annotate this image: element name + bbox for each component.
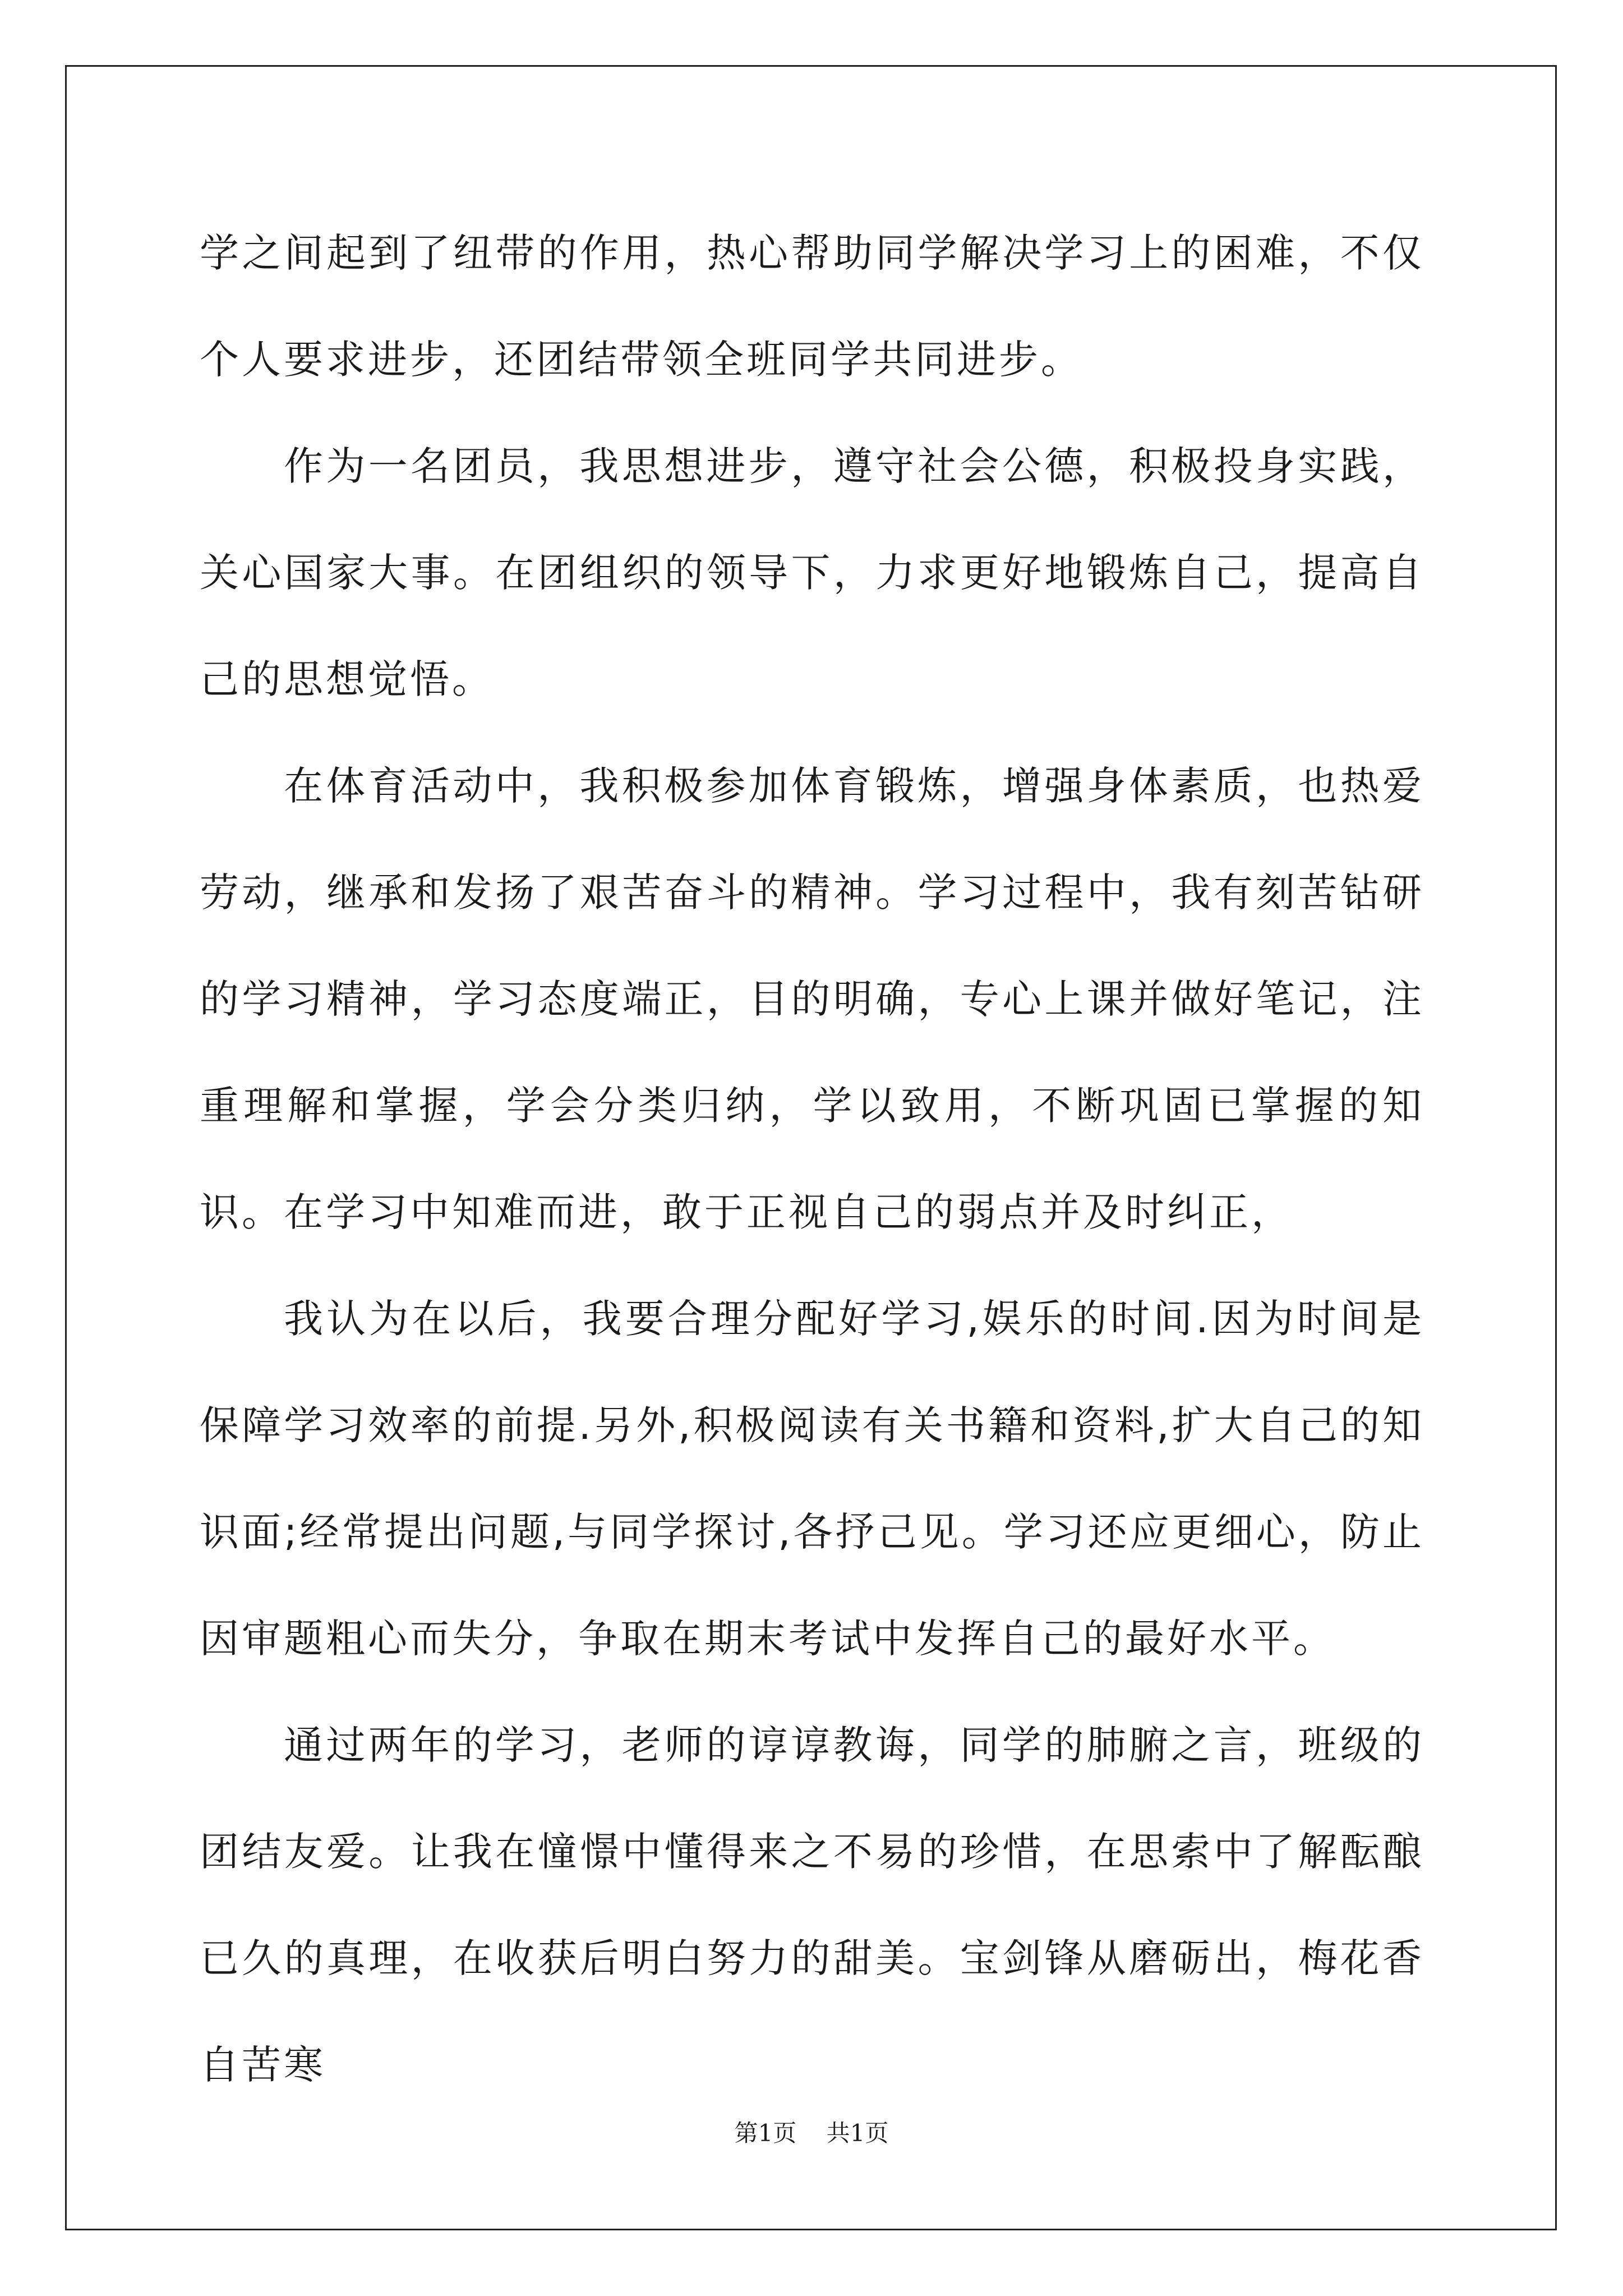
- page-total: 共1页: [826, 2119, 889, 2147]
- document-body: [200, 200, 1424, 2118]
- paragraph-2: 作为一名团员，我思想进步，遵守社会公德，积极投身实践，关心国家大事。在团组织的领导下，力求更好地锻炼自己，提高自己的思想觉悟。: [200, 443, 1424, 702]
- paragraph-3: 在体育活动中，我积极参加体育锻炼，增强身体素质，也热爱劳动，继承和发扬了艰苦奋斗的精神。学习过程中，我有刻苦钻研的学习精神，学习态度端正，目的明确，专心上课并做好笔记，注重理解和掌握，学会分类归纳，学以致用，不断巩固已掌握的知识。在学习中知难而进，敢于正视自己的弱点并及时纠正，: [200, 763, 1424, 1235]
- paragraph-5: 通过两年的学习，老师的谆谆教诲，同学的肺腑之言，班级的团结友爱。让我在憧憬中懂得来之不易的珍惜，在思索中了解酝酿已久的真理，在收获后明白努力的甜美。宝剑锋从磨砺出，梅花香自苦寒: [200, 1722, 1424, 2088]
- paragraph-4: 我认为在以后，我要合理分配好学习,娱乐的时间.因为时间是保障学习效率的前提.另外,积极阅读有关书籍和资料,扩大自己的知识面;经常提出问题,与同学探讨,各抒己见。学习还应更细心，防止因审题粗心而失分，争取在期末考试中发挥自己的最好水平。: [200, 1296, 1424, 1662]
- paragraph-1: 学之间起到了纽带的作用，热心帮助同学解决学习上的困难，不仅个人要求进步，还团结带领全班同学共同进步。: [200, 230, 1424, 383]
- page-number: 第1页: [734, 2119, 797, 2147]
- page-footer: [0, 2115, 1623, 2148]
